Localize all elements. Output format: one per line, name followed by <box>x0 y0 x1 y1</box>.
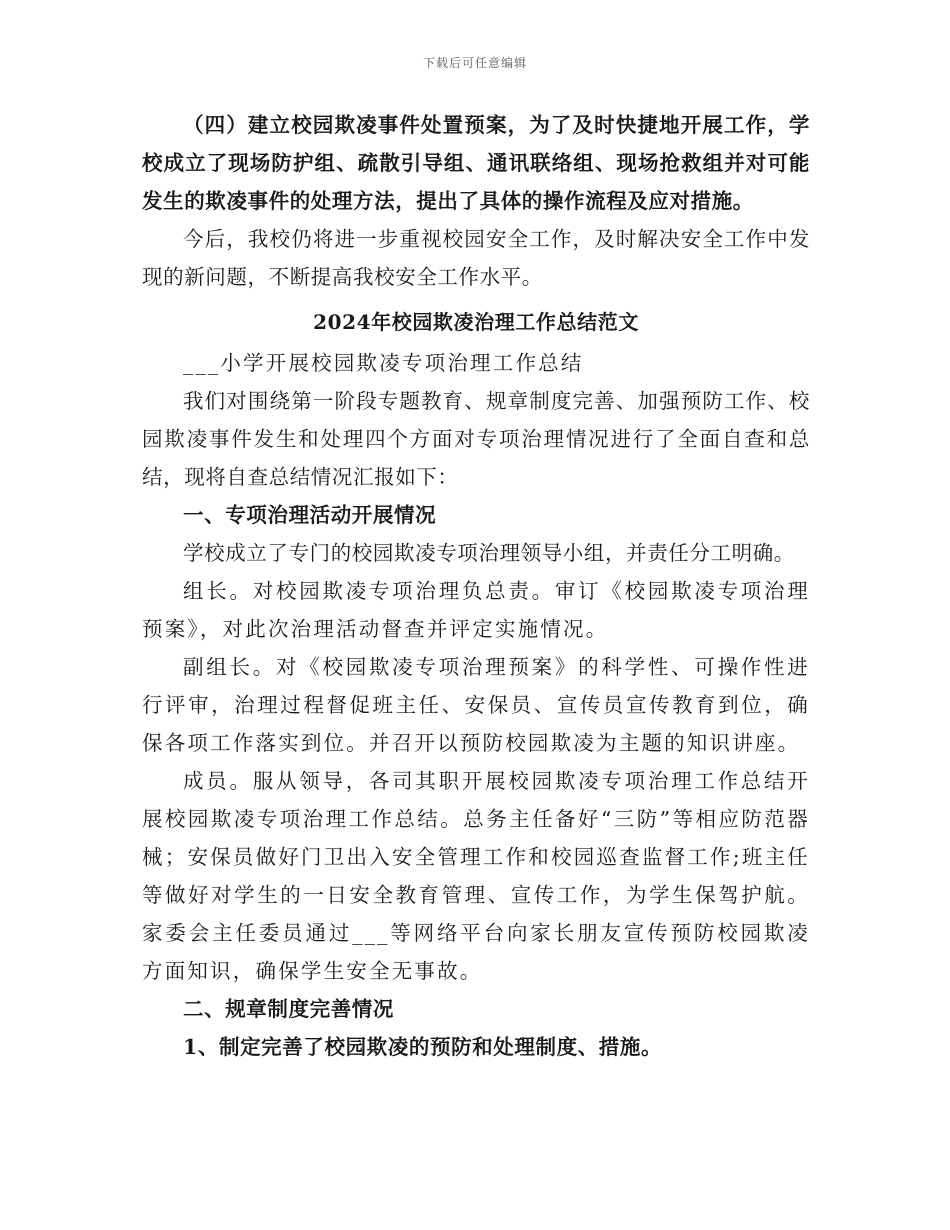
paragraph-group-leader: 组长。对校园欺凌专项治理负总责。审订《校园欺凌专项治理预案》，对此次治理活动督查并评定实施情况。 <box>142 579 810 641</box>
paragraph-subtitle: ___小学开展校园欺凌专项治理工作总结 <box>183 351 584 375</box>
paragraph-intro: 我们对围绕第一阶段专题教育、规章制度完善、加强预防工作、校园欺凌事件发生和处理四个方面对专项治理情况进行了全面自查和总结，现将自查总结情况汇报如下： <box>142 389 810 489</box>
sub-heading-1: 1、制定完善了校园欺凌的预防和处理制度、措施。 <box>183 1035 663 1059</box>
section-heading-2: 二、规章制度完善情况 <box>183 997 394 1021</box>
paragraph-deputy-leader: 副组长。对《校园欺凌专项治理预案》的科学性、可操作性进行评审，治理过程督促班主任、安保员、宣传员宣传教育到位，确保各项工作落实到位。并召开以预防校园欺凌为主题的知识讲座。 <box>142 655 810 755</box>
header-note: 下载后可任意编辑 <box>422 56 527 70</box>
paragraph-members: 成员。服从领导，各司其职开展校园欺凌专项治理工作总结开展校园欺凌专项治理工作总结。总务主任备好“三防”等相应防范器械；安保员做好门卫出入安全管理工作和校园巡查监督工作;班主任等做好对学生的一日安全教育管理、宣传工作，为学生保驾护航。家委会主任委员通过___等网络平台向家长朋友宣传预防校园欺凌方面知识，确保学生安全无事故。 <box>142 769 810 983</box>
section-heading-1: 一、专项治理活动开展情况 <box>183 503 437 527</box>
document-title: 2024年校园欺凌治理工作总结范文 <box>313 310 639 334</box>
document-body <box>142 106 810 1066</box>
paragraph-leadership-group: 学校成立了专门的校园欺凌专项治理领导小组，并责任分工明确。 <box>183 541 795 565</box>
paragraph-future-work: 今后，我校仍将进一步重视校园安全工作，及时解决安全工作中发现的新问题，不断提高我校安全工作水平。 <box>142 227 810 289</box>
paragraph-emergency-plan: （四）建立校园欺凌事件处置预案，为了及时快捷地开展工作，学校成立了现场防护组、疏散引导组、通讯联络组、现场抢救组并对可能发生的欺凌事件的处理方法，提出了具体的操作流程及应对措施。 <box>142 113 810 213</box>
